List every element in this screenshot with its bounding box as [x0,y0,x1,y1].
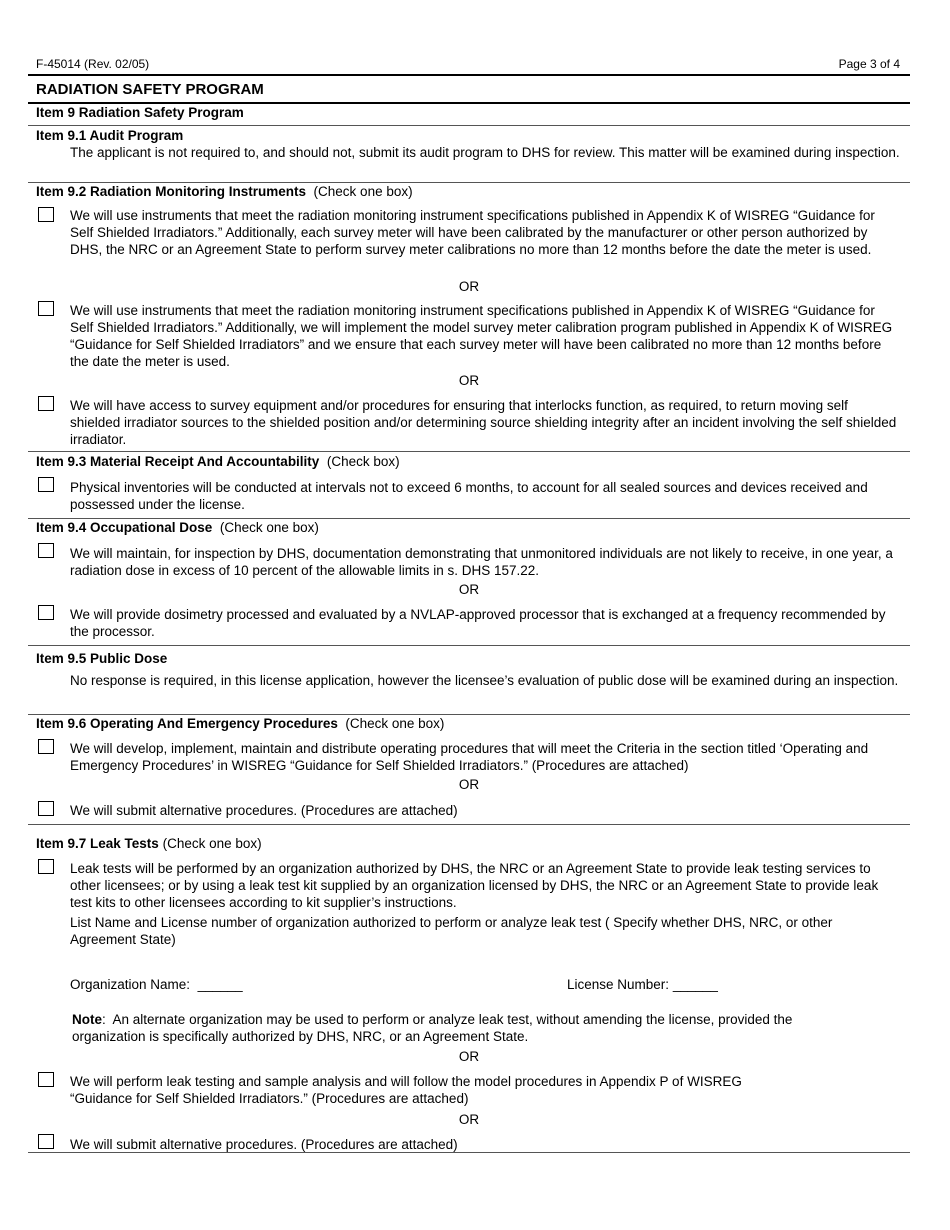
organization-name-label: Organization Name: [70,977,191,992]
divider [28,518,910,519]
divider [28,824,910,825]
item9-heading: Item 9 Radiation Safety Program [36,105,244,120]
divider [28,645,910,646]
or-label: OR [458,582,480,597]
item97-checkbox-3[interactable] [38,1134,54,1149]
note-label: Note [72,1012,102,1027]
note: Note: An alternate organization may be used to perform or analyze leak test, without amending the license, provided the organization is specifically authorized by DHS, NRC, or an Agreement State. [72,1012,793,1044]
item91-text: The applicant is not required to, and should not, submit its audit program to DHS for review. This matter will be examined during inspection. [70,145,900,160]
item91-heading: Item 9.1 Audit Program [36,128,184,143]
item97-list-instructions: List Name and License number of organization authorized to perform or analyze leak test ( Specify whether DHS, NRC, or other Agreement State) [70,915,833,947]
item94-heading: Item 9.4 Occupational Dose (Check one box) [36,520,319,535]
item97-heading: Item 9.7 Leak Tests (Check one box) [36,836,262,851]
item96-option-1: We will develop, implement, maintain and distribute operating procedures that will meet the Criteria in the section titled ‘Operating and Emergency Procedures’ in WISREG “Guidance for Self Shielded Irradiators.” (Procedures are attached) [70,741,869,773]
divider [28,714,910,715]
license-number-value[interactable]: ______ [672,977,718,992]
divider [28,182,910,183]
divider [28,74,910,76]
divider [28,1152,910,1153]
item94-checkbox-2[interactable] [38,605,54,620]
item93-heading: Item 9.3 Material Receipt And Accountability (Check box) [36,454,400,469]
item92-option-1: We will use instruments that meet the radiation monitoring instrument specifications published in Appendix K of WISREG “Guidance for Self Shielded Irradiators.” Additionally, each survey meter will have been calibrated by the manufacturer or other person authorized by DHS, the NRC or an Agreement State to perform survey meter calibrations no more than 12 months before the date the meter is used. [70,208,875,257]
item93-checkbox[interactable] [38,477,54,492]
item95-heading: Item 9.5 Public Dose [36,651,168,666]
item96-heading: Item 9.6 Operating And Emergency Procedures (Check one box) [36,716,445,731]
item96-checkbox-2[interactable] [38,801,54,816]
form-number: F-45014 (Rev. 02/05) [36,57,150,71]
divider [28,451,910,452]
or-label: OR [458,777,480,792]
or-label: OR [458,1049,480,1064]
divider [28,102,910,104]
item97-option-2: We will perform leak testing and sample analysis and will follow the model procedures in Appendix P of WISREG “Guidance for Self Shielded Irradiators.” (Procedures are attached) [70,1074,742,1106]
item97-option-3: We will submit alternative procedures. (Procedures are attached) [70,1137,458,1152]
or-label: OR [458,1112,480,1127]
item92-checkbox-3[interactable] [38,396,54,411]
divider [28,125,910,126]
organization-name-value[interactable]: ______ [197,977,243,992]
item97-option-1: Leak tests will be performed by an organization authorized by DHS, the NRC or an Agreement State to provide leak testing services to other licensees; or by using a leak test kit supplied by an organization licensed by DHS, the NRC or an Agreement State to provide leak test kits to other licensees according to kit supplier’s instructions. [70,861,879,910]
form-page [28,0,910,1230]
item97-checkbox-2[interactable] [38,1072,54,1087]
page-number: Page 3 of 4 [838,57,900,71]
item92-checkbox-1[interactable] [38,207,54,222]
or-label: OR [458,279,480,294]
page-title: RADIATION SAFETY PROGRAM [36,81,264,98]
note-text: An alternate organization may be used to perform or analyze leak test, without amending the license, provided the organization is specifically authorized by DHS, NRC, or an Agreement State. [72,1012,793,1044]
or-label: OR [458,373,480,388]
item97-checkbox-1[interactable] [38,859,54,874]
item94-option-1: We will maintain, for inspection by DHS, documentation demonstrating that unmonitored individuals are not likely to receive, in one year, a radiation dose in excess of 10 percent of the allowable limits in s. DHS 157.22. [70,546,893,578]
item92-option-3: We will have access to survey equipment and/or procedures for ensuring that interlocks function, as required, to return moving self shielded irradiator sources to the shielded position and/or determining source shielding integrity after an incident involving the self shielded irradiator. [70,398,897,447]
item96-checkbox-1[interactable] [38,739,54,754]
license-number-field[interactable] [567,977,718,992]
license-number-label: License Number: [567,977,670,992]
item96-option-2: We will submit alternative procedures. (Procedures are attached) [70,803,458,818]
item93-option: Physical inventories will be conducted at intervals not to exceed 6 months, to account for all sealed sources and devices received and possessed under the license. [70,480,868,512]
item94-checkbox-1[interactable] [38,543,54,558]
item92-heading: Item 9.2 Radiation Monitoring Instruments (Check one box) [36,184,413,199]
organization-name-field[interactable] [70,977,243,992]
item92-checkbox-2[interactable] [38,301,54,316]
item92-option-2: We will use instruments that meet the radiation monitoring instrument specifications published in Appendix K of WISREG “Guidance for Self Shielded Irradiators.” Additionally, we will implement the model survey meter calibration program published in Appendix K of WISREG “Guidance for Self Shielded Irradiators” and we ensure that each survey meter will have been calibrated no more than 12 months before the date the meter is used. [70,303,893,369]
item94-option-2: We will provide dosimetry processed and evaluated by a NVLAP-approved processor that is exchanged at a frequency recommended by the processor. [70,607,886,639]
item95-text: No response is required, in this license application, however the licensee’s evaluation of public dose will be examined during an inspection. [70,673,899,688]
